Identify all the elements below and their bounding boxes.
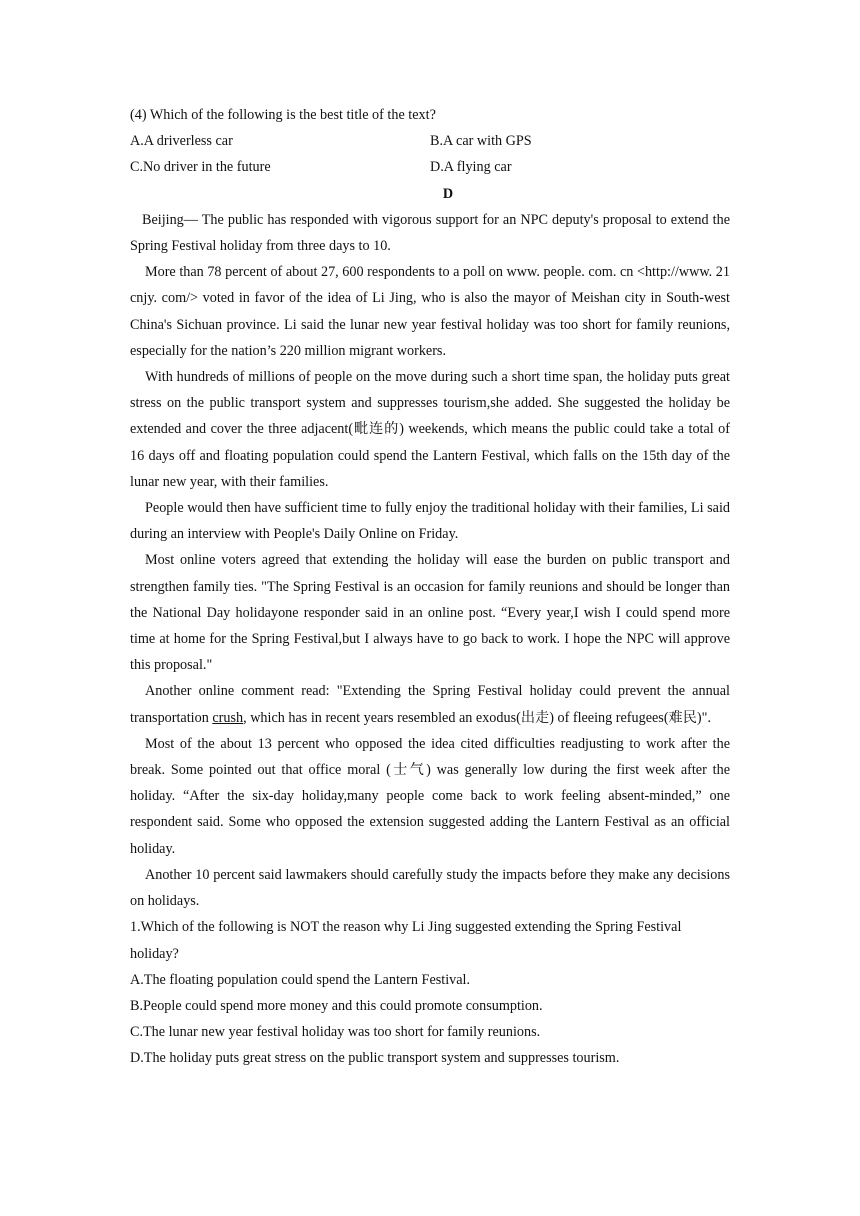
option-b: B.A car with GPS: [430, 133, 532, 150]
question-1-option-d: D.The holiday puts great stress on the public transport system and suppresses tourism.: [130, 1050, 620, 1067]
question-1-stem: 1.Which of the following is NOT the reason why Li Jing suggested extending the Spring Festival holiday?: [130, 919, 682, 962]
question-1-option-b: B.People could spend more money and this could promote consumption.: [130, 997, 543, 1014]
passage-paragraph-7: Most of the about 13 percent who opposed the idea cited difficulties readjusting to work after the break. Some pointed out that office moral (士气) was generally low during the first week after the holiday. “After the six-day holiday,many people come back to work feeling absent-minded,” one respondent said. Some who opposed the extension suggested adding the Lantern Festival as an official holiday.: [130, 735, 730, 857]
paragraph-6-text-end: , which has in recent years resembled an exodus(出走) of fleeing refugees(难民)".: [243, 709, 711, 726]
underlined-word: crush: [212, 709, 244, 726]
question-4-options-row-2: [130, 154, 730, 180]
passage-paragraph-1: Beijing— The public has responded with vigorous support for an NPC deputy's proposal to extend the Spring Festival holiday from three days to 10.: [130, 211, 730, 255]
passage-paragraph-5: Most online voters agreed that extending the holiday will ease the burden on public transport and strengthen family ties. "The Spring Festival is an occasion for family reunions and should be longer than the National Day holidayone responder said in an online post. “Every year,I wish I could spend more time at home for the Spring Festival,but I always have to go back to work. I hope the NPC will approve this proposal.": [130, 552, 730, 674]
option-c: C.No driver in the future: [130, 159, 271, 176]
question-4-stem: (4) Which of the following is the best title of the text?: [130, 107, 436, 123]
question-1-option-a: A.The floating population could spend the Lantern Festival.: [130, 971, 471, 988]
section-heading: D: [442, 185, 454, 202]
document-page: [130, 102, 730, 1072]
passage-paragraph-3: With hundreds of millions of people on the move during such a short time span, the holiday puts great stress on the public transport system and suppresses tourism,she added. She suggested the holiday be extended and cover the three adjacent(毗连的) weekends, which means the public could take a total of 16 days off and floating population could spend the Lantern Festival, which falls on the 15th day of the lunar new year, with their families.: [130, 369, 730, 490]
option-d: D.A flying car: [430, 159, 512, 176]
passage-paragraph-2: More than 78 percent of about 27, 600 respondents to a poll on www. people. com. cn <http://www. 21 cnjy. com/> voted in favor of the idea of Li Jing, who is also the mayor of Meishan city in South-west China's Sichuan province. Li said the lunar new year festival holiday was too short for family reunions, especially for the nation’s 220 million migrant workers.: [130, 264, 730, 359]
option-a: A.A driverless car: [130, 133, 233, 150]
passage-paragraph-8: Another 10 percent said lawmakers should carefully study the impacts before they make any decisions on holidays.: [130, 866, 730, 910]
paragraph-6-text-start: Another online comment read: "Extending the Spring Festival holiday could prevent the annual transportation: [130, 683, 730, 726]
passage-paragraph-6: [130, 678, 730, 730]
question-4-options-row-1: [130, 128, 730, 154]
question-1-option-c: C.The lunar new year festival holiday was too short for family reunions.: [130, 1024, 541, 1041]
passage-paragraph-4: People would then have sufficient time to fully enjoy the traditional holiday with their families, Li said during an interview with People's Daily Online on Friday.: [130, 500, 730, 543]
